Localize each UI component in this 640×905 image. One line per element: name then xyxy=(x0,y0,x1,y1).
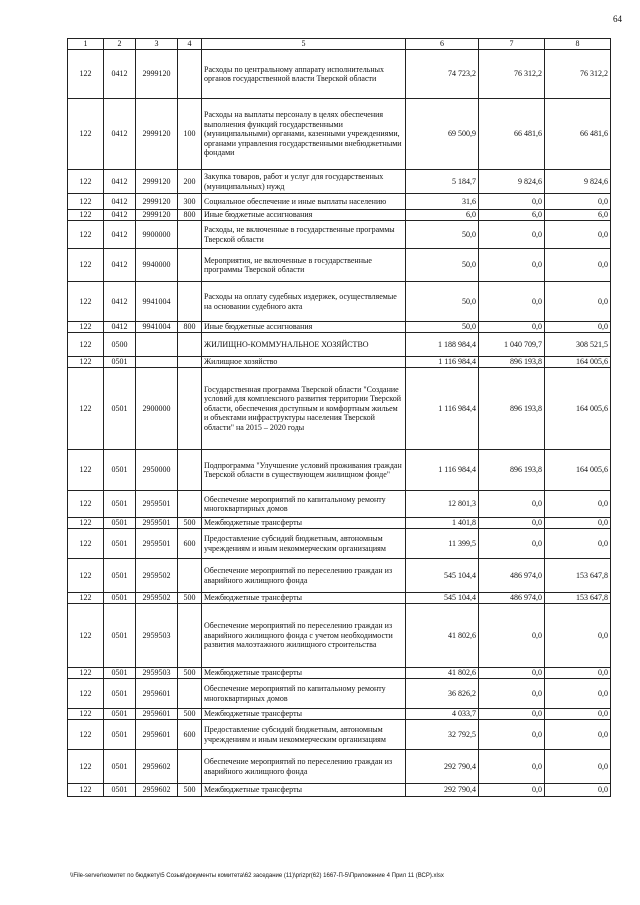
row-value-1: 1 188 984,4 xyxy=(406,333,479,357)
row-value-1: 292 790,4 xyxy=(406,784,479,797)
table-row xyxy=(68,282,611,322)
row-value-2: 896 193,8 xyxy=(479,450,545,491)
table-row xyxy=(68,750,611,784)
row-code-1: 122 xyxy=(68,333,104,357)
row-code-1: 122 xyxy=(68,368,104,450)
row-code-2: 0501 xyxy=(104,593,136,604)
row-value-1: 50,0 xyxy=(406,221,479,249)
table-row xyxy=(68,357,611,368)
row-code-1: 122 xyxy=(68,668,104,679)
row-code-1: 122 xyxy=(68,709,104,720)
row-code-1: 122 xyxy=(68,194,104,210)
row-code-2: 0412 xyxy=(104,322,136,333)
row-value-2: 76 312,2 xyxy=(479,50,545,99)
row-value-1: 69 500,9 xyxy=(406,99,479,170)
row-code-2: 0501 xyxy=(104,604,136,668)
row-code-4: 500 xyxy=(178,518,202,529)
row-value-1: 50,0 xyxy=(406,249,479,282)
row-value-1: 1 116 984,4 xyxy=(406,368,479,450)
row-code-1: 122 xyxy=(68,50,104,99)
row-code-4: 100 xyxy=(178,99,202,170)
table-row xyxy=(68,709,611,720)
row-value-1: 1 116 984,4 xyxy=(406,450,479,491)
row-description: Обеспечение мероприятий по переселению граждан из аварийного жилищного фонда xyxy=(202,750,406,784)
row-code-2: 0412 xyxy=(104,170,136,194)
row-value-3: 0,0 xyxy=(545,221,611,249)
table-row xyxy=(68,679,611,709)
row-value-2: 0,0 xyxy=(479,750,545,784)
row-value-1: 545 104,4 xyxy=(406,593,479,604)
row-value-1: 292 790,4 xyxy=(406,750,479,784)
row-value-1: 41 802,6 xyxy=(406,604,479,668)
column-number: 1 xyxy=(68,39,104,50)
row-value-3: 153 647,8 xyxy=(545,593,611,604)
row-value-1: 4 033,7 xyxy=(406,709,479,720)
row-code-1: 122 xyxy=(68,750,104,784)
table-row xyxy=(68,170,611,194)
row-code-1: 122 xyxy=(68,593,104,604)
row-description: Обеспечение мероприятий по переселению граждан из аварийного жилищного фонда xyxy=(202,559,406,593)
row-code-2: 0501 xyxy=(104,368,136,450)
row-value-1: 36 826,2 xyxy=(406,679,479,709)
table-row xyxy=(68,529,611,559)
row-code-3: 2959601 xyxy=(136,679,178,709)
row-code-1: 122 xyxy=(68,170,104,194)
row-value-1: 545 104,4 xyxy=(406,559,479,593)
table-row xyxy=(68,784,611,797)
row-description: Расходы по центральному аппарату исполнительных органов государственной власти Тверской области xyxy=(202,50,406,99)
column-number: 2 xyxy=(104,39,136,50)
row-code-3: 2959503 xyxy=(136,604,178,668)
row-value-2: 0,0 xyxy=(479,491,545,518)
row-code-1: 122 xyxy=(68,357,104,368)
column-number: 3 xyxy=(136,39,178,50)
row-code-3: 9900000 xyxy=(136,221,178,249)
row-code-4 xyxy=(178,679,202,709)
row-description: Предоставление субсидий бюджетным, автономным учреждениям и иным некоммерческим организациям xyxy=(202,720,406,750)
table-row xyxy=(68,50,611,99)
row-value-3: 0,0 xyxy=(545,679,611,709)
row-code-2: 0501 xyxy=(104,357,136,368)
row-value-1: 5 184,7 xyxy=(406,170,479,194)
table-row xyxy=(68,559,611,593)
row-value-3: 0,0 xyxy=(545,518,611,529)
row-code-3: 2959602 xyxy=(136,784,178,797)
column-number: 5 xyxy=(202,39,406,50)
row-value-2: 0,0 xyxy=(479,249,545,282)
row-code-1: 122 xyxy=(68,720,104,750)
row-value-2: 1 040 709,7 xyxy=(479,333,545,357)
row-code-4 xyxy=(178,450,202,491)
row-code-3: 9940000 xyxy=(136,249,178,282)
row-value-3: 0,0 xyxy=(545,604,611,668)
row-code-2: 0412 xyxy=(104,194,136,210)
row-code-4: 600 xyxy=(178,720,202,750)
row-value-1: 6,0 xyxy=(406,210,479,221)
row-code-4 xyxy=(178,750,202,784)
row-value-3: 0,0 xyxy=(545,668,611,679)
row-code-1: 122 xyxy=(68,784,104,797)
row-value-2: 486 974,0 xyxy=(479,593,545,604)
row-value-3: 0,0 xyxy=(545,529,611,559)
row-code-2: 0501 xyxy=(104,529,136,559)
row-value-3: 9 824,6 xyxy=(545,170,611,194)
table-row xyxy=(68,99,611,170)
row-code-4: 800 xyxy=(178,210,202,221)
row-code-1: 122 xyxy=(68,450,104,491)
row-value-2: 0,0 xyxy=(479,604,545,668)
row-code-1: 122 xyxy=(68,529,104,559)
row-value-3: 0,0 xyxy=(545,709,611,720)
row-value-2: 0,0 xyxy=(479,529,545,559)
row-value-2: 0,0 xyxy=(479,679,545,709)
row-description: Иные бюджетные ассигнования xyxy=(202,210,406,221)
row-code-3: 2959502 xyxy=(136,593,178,604)
row-value-3: 308 521,5 xyxy=(545,333,611,357)
row-description: Расходы на выплаты персоналу в целях обеспечения выполнения функций государственными (муниципальными) органами, казенными учреждениями, органами управления государственными внебюджетными фондами xyxy=(202,99,406,170)
row-value-3: 164 005,6 xyxy=(545,368,611,450)
row-description: Межбюджетные трансферты xyxy=(202,668,406,679)
row-code-2: 0501 xyxy=(104,668,136,679)
row-value-2: 0,0 xyxy=(479,282,545,322)
row-code-4 xyxy=(178,221,202,249)
row-code-4: 300 xyxy=(178,194,202,210)
row-description: Расходы на оплату судебных издержек, осуществляемые на основании судебного акта xyxy=(202,282,406,322)
table-row xyxy=(68,720,611,750)
row-value-2: 6,0 xyxy=(479,210,545,221)
row-value-3: 0,0 xyxy=(545,750,611,784)
row-value-1: 1 116 984,4 xyxy=(406,357,479,368)
row-value-3: 66 481,6 xyxy=(545,99,611,170)
table-row xyxy=(68,210,611,221)
row-code-4: 500 xyxy=(178,668,202,679)
column-number-row xyxy=(68,39,611,50)
row-code-4 xyxy=(178,368,202,450)
row-value-1: 41 802,6 xyxy=(406,668,479,679)
row-value-2: 486 974,0 xyxy=(479,559,545,593)
row-value-1: 32 792,5 xyxy=(406,720,479,750)
row-code-4 xyxy=(178,357,202,368)
row-value-3: 0,0 xyxy=(545,249,611,282)
row-description: Закупка товаров, работ и услуг для государственных (муниципальных) нужд xyxy=(202,170,406,194)
row-code-1: 122 xyxy=(68,322,104,333)
row-code-1: 122 xyxy=(68,518,104,529)
row-code-4: 200 xyxy=(178,170,202,194)
row-code-3: 2999120 xyxy=(136,99,178,170)
row-value-2: 0,0 xyxy=(479,518,545,529)
row-code-2: 0412 xyxy=(104,210,136,221)
page-number: 64 xyxy=(613,14,622,24)
table-row xyxy=(68,368,611,450)
row-value-3: 0,0 xyxy=(545,322,611,333)
row-value-2: 0,0 xyxy=(479,720,545,750)
row-code-3: 2959501 xyxy=(136,518,178,529)
row-value-3: 6,0 xyxy=(545,210,611,221)
row-code-2: 0501 xyxy=(104,491,136,518)
row-code-2: 0412 xyxy=(104,99,136,170)
row-code-2: 0412 xyxy=(104,50,136,99)
budget-table xyxy=(67,38,611,797)
table-row xyxy=(68,450,611,491)
row-code-1: 122 xyxy=(68,604,104,668)
row-code-4: 500 xyxy=(178,593,202,604)
row-value-2: 0,0 xyxy=(479,221,545,249)
row-code-3: 2959501 xyxy=(136,491,178,518)
row-code-4 xyxy=(178,604,202,668)
row-description: Подпрограмма "Улучшение условий проживания граждан Тверской области в существующем жилищном фонде" xyxy=(202,450,406,491)
row-value-3: 76 312,2 xyxy=(545,50,611,99)
row-value-3: 0,0 xyxy=(545,282,611,322)
row-code-2: 0501 xyxy=(104,720,136,750)
row-value-2: 896 193,8 xyxy=(479,357,545,368)
row-value-2: 0,0 xyxy=(479,784,545,797)
row-code-3: 2999120 xyxy=(136,50,178,99)
row-code-3 xyxy=(136,333,178,357)
row-description: Межбюджетные трансферты xyxy=(202,518,406,529)
row-value-3: 164 005,6 xyxy=(545,450,611,491)
table-row xyxy=(68,593,611,604)
row-code-4: 500 xyxy=(178,784,202,797)
row-code-2: 0412 xyxy=(104,282,136,322)
row-code-4 xyxy=(178,559,202,593)
row-code-4 xyxy=(178,249,202,282)
row-code-4: 800 xyxy=(178,322,202,333)
row-code-1: 122 xyxy=(68,559,104,593)
row-value-3: 153 647,8 xyxy=(545,559,611,593)
row-code-3: 2959503 xyxy=(136,668,178,679)
row-code-2: 0501 xyxy=(104,750,136,784)
row-description: Расходы, не включенные в государственные программы Тверской области xyxy=(202,221,406,249)
table-row xyxy=(68,322,611,333)
row-code-3: 2959601 xyxy=(136,709,178,720)
table-row xyxy=(68,221,611,249)
row-description: Государственная программа Тверской области "Создание условий для комплексного развития территории Тверской области, обеспечения доступным и комфортным жильем и объектами инфраструктуры населения Тверской области" на 2015 – 2020 годы xyxy=(202,368,406,450)
row-value-1: 50,0 xyxy=(406,282,479,322)
row-code-1: 122 xyxy=(68,99,104,170)
row-code-1: 122 xyxy=(68,282,104,322)
table-row xyxy=(68,668,611,679)
row-description: Жилищное хозяйство xyxy=(202,357,406,368)
row-code-3: 2900000 xyxy=(136,368,178,450)
row-code-1: 122 xyxy=(68,491,104,518)
row-code-4: 500 xyxy=(178,709,202,720)
row-code-1: 122 xyxy=(68,249,104,282)
row-code-4 xyxy=(178,333,202,357)
row-value-1: 1 401,8 xyxy=(406,518,479,529)
row-value-2: 896 193,8 xyxy=(479,368,545,450)
row-code-4 xyxy=(178,50,202,99)
row-value-3: 164 005,6 xyxy=(545,357,611,368)
row-code-3: 9941004 xyxy=(136,282,178,322)
table-row xyxy=(68,333,611,357)
row-code-3: 9941004 xyxy=(136,322,178,333)
table-row xyxy=(68,249,611,282)
row-code-3: 2999120 xyxy=(136,170,178,194)
row-value-1: 50,0 xyxy=(406,322,479,333)
row-code-3: 2959502 xyxy=(136,559,178,593)
row-description: Обеспечение мероприятий по переселению граждан из аварийного жилищного фонда с учетом необходимости развития малоэтажного жилищного строительства xyxy=(202,604,406,668)
row-code-2: 0501 xyxy=(104,709,136,720)
column-number: 7 xyxy=(479,39,545,50)
row-code-2: 0501 xyxy=(104,679,136,709)
row-value-2: 0,0 xyxy=(479,194,545,210)
row-value-2: 0,0 xyxy=(479,709,545,720)
row-value-3: 0,0 xyxy=(545,784,611,797)
row-code-2: 0501 xyxy=(104,559,136,593)
row-code-4 xyxy=(178,282,202,322)
table-row xyxy=(68,604,611,668)
row-code-4 xyxy=(178,491,202,518)
table-row xyxy=(68,518,611,529)
table-row xyxy=(68,491,611,518)
row-description: ЖИЛИЩНО-КОММУНАЛЬНОЕ ХОЗЯЙСТВО xyxy=(202,333,406,357)
row-code-2: 0501 xyxy=(104,784,136,797)
file-path-footer: \\File-server\комитет по бюджету\5 Созыв\документы комитета\62 заседание (11)\prizpr(62) 1667-П-5\Приложение 4 Прил 11 (ВСР).xlsx xyxy=(70,873,444,879)
row-value-1: 31,6 xyxy=(406,194,479,210)
row-code-3: 2999120 xyxy=(136,210,178,221)
row-code-4: 600 xyxy=(178,529,202,559)
row-value-2: 0,0 xyxy=(479,668,545,679)
row-value-2: 66 481,6 xyxy=(479,99,545,170)
row-value-1: 11 399,5 xyxy=(406,529,479,559)
row-description: Предоставление субсидий бюджетным, автономным учреждениям и иным некоммерческим организациям xyxy=(202,529,406,559)
row-code-3 xyxy=(136,357,178,368)
row-description: Межбюджетные трансферты xyxy=(202,784,406,797)
row-code-1: 122 xyxy=(68,679,104,709)
row-code-2: 0501 xyxy=(104,518,136,529)
row-code-1: 122 xyxy=(68,210,104,221)
column-number: 8 xyxy=(545,39,611,50)
column-number: 4 xyxy=(178,39,202,50)
row-description: Иные бюджетные ассигнования xyxy=(202,322,406,333)
row-code-3: 2999120 xyxy=(136,194,178,210)
row-code-1: 122 xyxy=(68,221,104,249)
row-code-3: 2959601 xyxy=(136,720,178,750)
column-number: 6 xyxy=(406,39,479,50)
row-description: Межбюджетные трансферты xyxy=(202,709,406,720)
row-code-2: 0500 xyxy=(104,333,136,357)
row-description: Социальное обеспечение и иные выплаты населению xyxy=(202,194,406,210)
row-code-2: 0412 xyxy=(104,249,136,282)
row-value-2: 0,0 xyxy=(479,322,545,333)
row-code-2: 0412 xyxy=(104,221,136,249)
row-value-3: 0,0 xyxy=(545,194,611,210)
row-description: Мероприятия, не включенные в государственные программы Тверской области xyxy=(202,249,406,282)
row-description: Обеспечение мероприятий по капитальному ремонту многоквартирных домов xyxy=(202,679,406,709)
row-value-2: 9 824,6 xyxy=(479,170,545,194)
row-value-3: 0,0 xyxy=(545,491,611,518)
row-code-3: 2950000 xyxy=(136,450,178,491)
row-value-1: 12 801,3 xyxy=(406,491,479,518)
row-code-3: 2959602 xyxy=(136,750,178,784)
row-code-2: 0501 xyxy=(104,450,136,491)
row-code-3: 2959501 xyxy=(136,529,178,559)
row-description: Межбюджетные трансферты xyxy=(202,593,406,604)
row-description: Обеспечение мероприятий по капитальному ремонту многоквартирных домов xyxy=(202,491,406,518)
table-row xyxy=(68,194,611,210)
row-value-1: 74 723,2 xyxy=(406,50,479,99)
row-value-3: 0,0 xyxy=(545,720,611,750)
